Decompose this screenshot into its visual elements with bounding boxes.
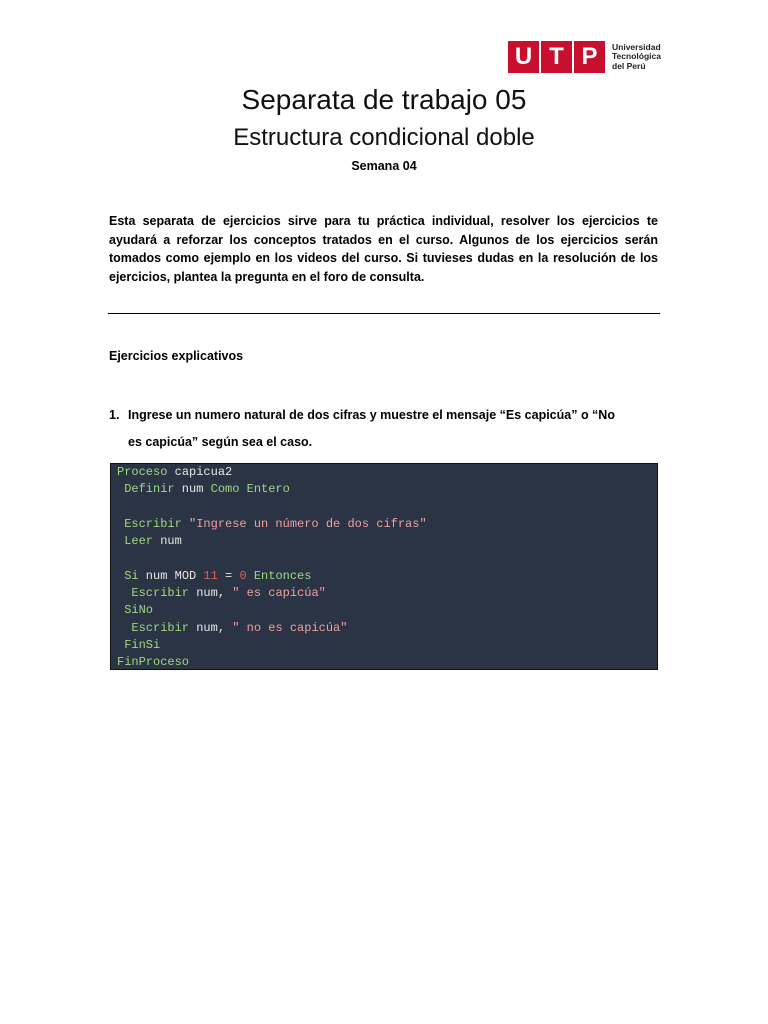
code-token: num MOD	[138, 568, 204, 583]
code-token: 11	[203, 568, 218, 583]
code-token: Escribir	[117, 620, 190, 635]
code-token: " no es capicúa"	[232, 620, 348, 635]
code-line	[117, 585, 657, 602]
code-line	[117, 654, 657, 671]
intro-paragraph: Esta separata de ejercicios sirve para tu práctica individual, resolver los ejercicios te ayudará a reforzar los conceptos tratados en el curso. Algunos de los ejercicios serán tomados como ejemplo en los videos del curso. Si tuvieses dudas en la resolución de los ejercicios, plantea la pregunta en el foro de consulta.	[109, 214, 658, 284]
logo-letter-p: P	[574, 41, 605, 73]
code-token: Proceso	[117, 465, 168, 479]
code-token: Como Entero	[210, 482, 290, 497]
code-token: FinSi	[117, 637, 161, 652]
document-title: Separata de trabajo 05	[241, 84, 527, 115]
logo-line-1: Universidad	[612, 41, 661, 52]
code-line	[117, 637, 657, 654]
section-divider	[108, 313, 660, 314]
code-line	[117, 620, 657, 637]
code-block	[110, 463, 658, 670]
logo-letter-u: U	[508, 41, 539, 73]
exercise-text: Ingrese un numero natural de dos cifras y muestre el mensaje “Es capicúa” o “No es capicúa” según sea el caso.	[128, 408, 615, 449]
code-token: FinProceso	[117, 655, 190, 670]
code-token: =	[217, 568, 240, 583]
code-token: Escribir	[117, 516, 182, 531]
code-token: Leer	[117, 534, 154, 549]
week-label: Semana 04	[351, 159, 417, 173]
code-line	[117, 481, 657, 498]
code-line	[117, 516, 657, 533]
code-token: "Ingrese un número de dos cifras"	[181, 516, 427, 531]
code-token: num	[174, 482, 211, 497]
logo-letter-t: T	[541, 41, 572, 73]
code-token: num,	[189, 586, 233, 601]
code-token: Definir	[117, 482, 175, 497]
logo-line-3: del Perú	[612, 60, 646, 71]
utp-logo	[508, 41, 661, 73]
code-line	[117, 550, 657, 567]
logo-wordmark	[612, 43, 661, 72]
exercise-item	[109, 402, 629, 456]
code-line	[117, 568, 657, 585]
logo-line-2: Tecnológica	[612, 51, 661, 62]
code-line	[117, 499, 657, 516]
exercise-number: 1.	[109, 408, 120, 422]
code-line	[117, 602, 657, 619]
code-token: Si	[117, 568, 139, 583]
code-token: 0	[239, 568, 247, 583]
code-token: num	[153, 534, 182, 549]
code-line	[117, 533, 657, 550]
code-token: SiNo	[117, 603, 154, 618]
code-token: Entonces	[246, 568, 312, 583]
code-token: num,	[189, 620, 233, 635]
code-token: " es capicúa"	[232, 586, 326, 601]
document-subtitle: Estructura condicional doble	[233, 124, 535, 151]
code-token: Escribir	[117, 586, 190, 601]
code-token: capicua2	[167, 465, 233, 479]
code-line	[117, 464, 657, 481]
section-heading: Ejercicios explicativos	[109, 349, 244, 363]
